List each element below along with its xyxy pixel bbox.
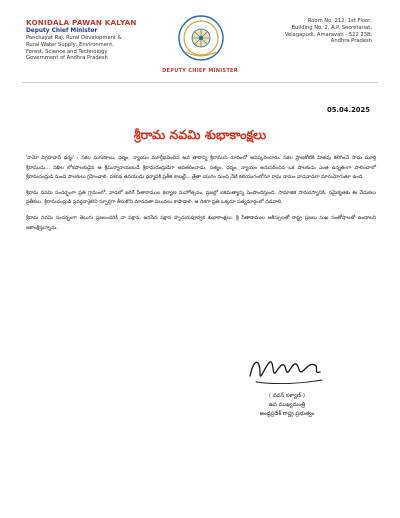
state-emblem-icon bbox=[172, 14, 230, 64]
address-line: Andhra Pradesh bbox=[330, 38, 372, 45]
department-line: Rural Water Supply; Environment, bbox=[26, 41, 114, 48]
office-address bbox=[252, 18, 372, 45]
sender-block bbox=[26, 18, 166, 62]
signature-block bbox=[232, 392, 342, 419]
address-line: Building No. 2, A.P. Secretariat, bbox=[291, 24, 372, 31]
sender-role: Deputy Chief Minister bbox=[26, 28, 98, 34]
emblem-caption: DEPUTY CHIEF MINISTER bbox=[162, 68, 238, 74]
sender-name: KONIDALA PAWAN KALYAN bbox=[26, 18, 137, 27]
signatory-designation: ఉప ముఖ్యమంత్రి bbox=[268, 402, 306, 408]
address-line: Room No. 212, 1st Floor, bbox=[307, 18, 372, 24]
handwritten-signature bbox=[246, 352, 326, 388]
department-line: Forest, Science and Technology bbox=[26, 48, 108, 55]
body-paragraph: శ్రీరామ నవమి సందర్భంగా ప్రతి గ్రామంలో, వాడలో జరిగే సీతారాముల కల్యాణ మహోత్సవం, ప్రజల్లో ఐకమత్యాన్ని పెంపొందిస్తుంది. సామాజిక సామరస్యానికి, సమైక్యతకు ఈ వేడుకలు ప్రతీకలు. శ్రీరామచంద్రుడి ప్రవర్తనాశైలిని స్ఫూర్తిగా తీసుకొని మానవతా విలువలు కాపాడాలి. ఆ దిశగా ప్రతి ఒక్కరూ సత్యమార్గంలో నడవాలి. bbox=[26, 189, 376, 206]
signatory-name: ( పవన్ కళ్యాణ్ ) bbox=[269, 393, 305, 399]
signatory-government: ఆంధ్రప్రదేశ్ రాష్ట్ర ప్రభుత్వం bbox=[259, 411, 315, 417]
department-line: Government of Andhra Pradesh bbox=[26, 55, 108, 62]
department-line: Panchayat Raj, Rural Development & bbox=[26, 35, 122, 41]
letter-date: 05.04.2025 bbox=[327, 106, 370, 114]
body-paragraph: శ్రీరామ నవమి సందర్భంగా తెలుగు ప్రజలందరికీ నా పక్షాన, జనసేన పక్షాన హృదయపూర్వక శుభాకాంక్షలు. శ్రీ సీతారాముల ఆశీస్సులతో రాష్ట్ర ప్రజలు సుఖ సంతోషాలతో ఉండాలని ఆకాంక్షిస్తున్నాను. bbox=[26, 214, 376, 231]
body-paragraph: 'రామో విగ్రహవాన్ ధర్మః' - సకల సుగుణాలు, ధర్మం, న్యాయం మూర్తీభవించిన అవ తారాన్ని శ్రీరాముని రూపంలో ఆవిష్కరించారు. సకల ప్రాణకోటికి హితవు కలిగించే సాధు మూర్తి శ్రీరాముడు... నిఖిల లోకపాలకుడైన ఆ శ్రీమన్నారాయణుడే శ్రీరామచంద్రుడిగా అవతరించాడు. సత్యం, ధర్మం, న్యాయం అనుసరించిన ఒక పాలకుడు ఎంత ఉన్నతంగా పాలించాలో శ్రీరామచంద్రుడి నుంచి పాలకులు గ్రహించాలి. దశరథ తనయుడు ధర్మానికి ప్రతీక కాబట్టే... త్రేతా యుగం నుంచి నేటి కలియుగంలోనూ రామ నామం వాడవాడలా మారుమోగుతూ ఉంది. bbox=[26, 155, 376, 181]
header-divider bbox=[22, 82, 378, 83]
letter-body bbox=[26, 154, 376, 239]
address-line: Velagapudi, Amaravati - 522 238, bbox=[284, 31, 372, 38]
letter-title: శ్రీరామ నవమి శుభాకాంక్షలు bbox=[133, 127, 267, 142]
